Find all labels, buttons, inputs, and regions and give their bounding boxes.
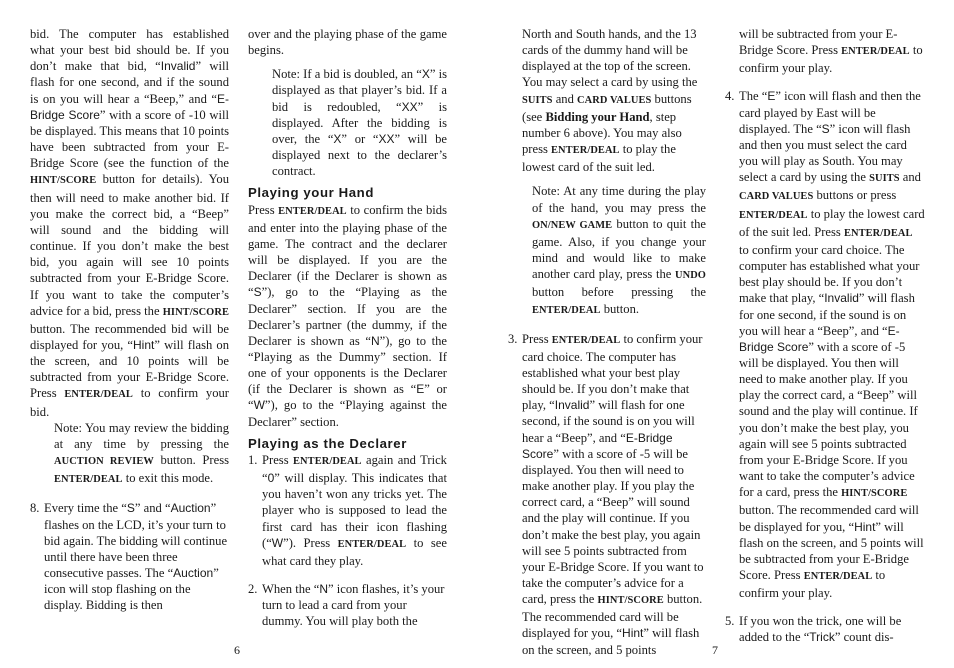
step-8: 8. Every time the “S” and “Auction” flashes on the LCD, it’s your turn to bid again. The bidding will continue until there have been three consecutive passes. The “Auction” icon will stop flashing on the display. Bidding is then xyxy=(30,501,228,613)
paragraph-subtracted-score: will be subtracted from your E-Bridge Score. Press ENTER/DEAL to confirm your play. xyxy=(739,27,923,76)
left-page-column-1 xyxy=(30,26,229,613)
heading-playing-your-hand: Playing your Hand xyxy=(248,185,374,201)
step-5-won-trick: 5. If you won the trick, one will be added to the “Trick” count dis- xyxy=(725,614,902,645)
paragraph-north-south-hands: North and South hands, and the 13 cards of the dummy hand will be displayed at the top of the screen. You may select a card by using the SUITS and CARD VALUES buttons (see Bidding your Hand, step number 6 above). You may also press ENTER/DEAL to play the lowest card of the suit led. xyxy=(522,27,698,175)
step-1-declarer: 1. Press ENTER/DEAL again and Trick “0” will display. This indicates that you haven’t won any tricks yet. The player who is supposed to lead the first card has their icon flashing (“W”). Press ENTER/DEAL to see what card they play. xyxy=(248,452,447,568)
page-number-right: 7 xyxy=(712,643,718,657)
left-page-column-2 xyxy=(248,26,447,629)
step-2-declarer: 2. When the “N” icon flashes, it’s your turn to lead a card from your dummy. You will play both the xyxy=(248,582,445,629)
paragraph-bidding-over: over and the playing phase of the game begins. xyxy=(248,27,447,58)
note-new-game-undo: Note: At any time during the play of the hand, you may press the ON/NEW GAME button to quit the game. Also, if you change your mind and would like to make another card play, press the UNDO button before pressing the ENTER/DEAL button. xyxy=(532,184,706,316)
heading-playing-as-declarer: Playing as the Declarer xyxy=(248,435,407,451)
page-number-left: 6 xyxy=(234,643,240,657)
note-auction-review: Note: You may review the bidding at any time by pressing the AUCTION REVIEW button. Press ENTER/DEAL to exit this mode. xyxy=(54,420,229,486)
paragraph-bid-explanation: bid. The computer has established what your best bid should be. If you don’t make that bid, “Invalid” will flash for one second, and if the sound is on you will hear a “Beep,” and “E-Bridge Score” with a score of -10 will be displayed. This means that 10 points have been subtracted from your E-Bridge Score (see the function of the HINT/SCORE button for details). You then will need to make another bid. If you make the correct bid, a “Beep” will sound and the bidding will continue. If you don’t make the best bid, you again will see 10 points subtracted from your E-Bridge Score. If you want to take the computer’s advice for a bid, press the HINT/SCORE button. The recommended bid will be displayed for you, “Hint” will flash on the screen, and 10 points will be subtracted from your E-Bridge Score. Press ENTER/DEAL to confirm your bid. xyxy=(30,27,230,419)
step-3-confirm-card: 3. Press ENTER/DEAL to confirm your card choice. The computer has established what your best play should be. If you don’t make that play, “Invalid” will flash for one second, if the sound is on you will hear a “Beep”, and “E-Bridge Score” with a score of -5 will be displayed. You then will need to make another play. If you play the correct card, a “Beep” will sound and the play will continue. If you don’t make the best play, you again will see 5 points subtracted from your E-Bridge Score. If you want to take the computer’s advice for a card, press the HINT/SCORE button. The recommended card will be displayed for you, “Hint” will flash on the screen, and 5 points xyxy=(508,331,704,657)
right-page-column-3 xyxy=(508,26,706,658)
paragraph-playing-your-hand: Press ENTER/DEAL to confirm the bids and enter into the playing phase of the game. The contract and the declarer will be displayed. If you are the Declarer (if the Declarer is shown as “S”), go to the “Playing as the Declarer” section. If you are the Declarer’s partner (the dummy, if the Declarer is shown as “N”), go to the “Playing as the Dummy” section. If one of your opponents is the Declarer (if the Declarer is shown as “E” or “W”), go to the “Playing against the Declarer” section. xyxy=(248,202,448,429)
step-4-east-south: 4. The “E” icon will flash and then the card played by East will be displayed. The “S” icon will flash and then you must select the card you will play as South. You may select a card by using the SUITS and CARD VALUES buttons or press ENTER/DEAL to play the lowest card of the suit led. Press ENTER/DEAL to confirm your card choice. The computer has established what your best play should be. If you don’t make that play, “Invalid” will flash for one second, if the sound is on you will hear a “Beep”, and “E-Bridge Score” with a score of -5 will be displayed. You then will need to make another play. If you play the correct card, a “Beep” will sound and the play will continue. If you don’t make the best play, you again will see 5 points subtracted from your E-Bridge Score. If you want to take the computer’s advice for a card, press the HINT/SCORE button. The recommended card will be displayed for you, “Hint” will flash on the screen, and 5 points will be subtracted from your E-Bridge Score. Press ENTER/DEAL to confirm your play. xyxy=(725,89,925,601)
right-page-column-4 xyxy=(725,26,925,646)
note-doubled-bid: Note: If a bid is doubled, an “X” is displayed as that player’s bid. If a bid is redoubled, “XX” is displayed. After the bidding is over, the “X” or “XX” will be displayed next to the declarer’s contract. xyxy=(272,67,448,179)
